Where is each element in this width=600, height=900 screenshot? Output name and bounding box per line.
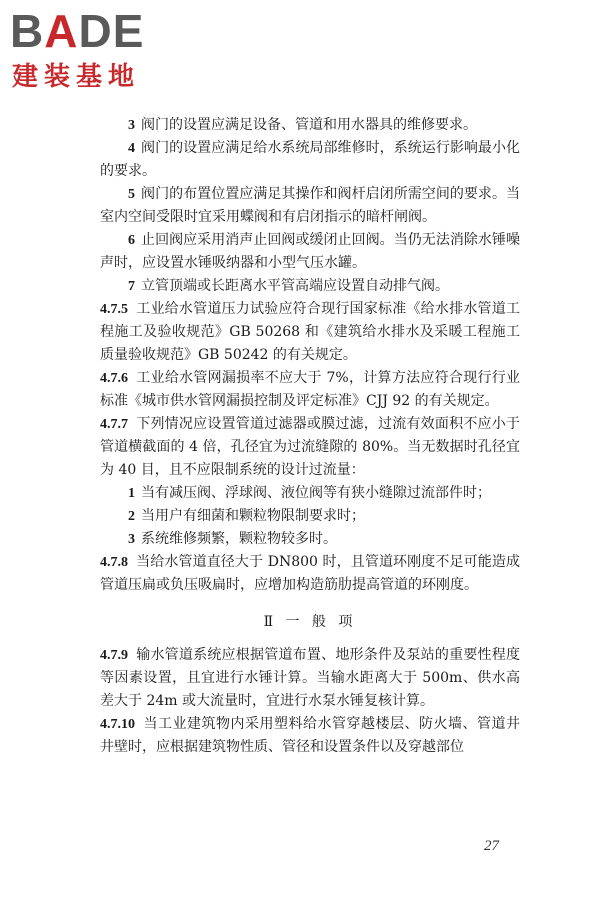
list-item: 3 系统维修频繁，颗粒物较多时。 xyxy=(128,531,337,547)
clause-item-4: 4 阀门的设置应满足给水系统局部维修时，系统运行影响最小化的要求。 xyxy=(100,140,520,179)
clause-item-5: 5 阀门的布置位置应满足其操作和阀杆启闭所需空间的要求。当室内空间受限时宜采用蝶阀和有启闭指示的暗杆闸阀。 xyxy=(100,186,520,225)
clause-item-3: 3 阀门的设置应满足设备、管道和用水器具的维修要求。 xyxy=(128,117,477,133)
section-4-7-7: 4.7.7 下列情况应设置管道过滤器或膜过滤，过流有效面积不应小于管道横截面的 4 倍，孔径宜为过流缝隙的 80%。当无数据时孔径宜为 40 目，且不应限制系统的设计过流量： xyxy=(100,416,520,478)
clause-item-7: 7 立管顶端或长距离水平管高端应设置自动排气阀。 xyxy=(128,278,449,294)
section-4-7-6: 4.7.6 工业给水管网漏损率不应大于 7%，计算方法应符合现行行业标准《城市供水管网漏损控制及评定标准》CJJ 92 的有关规定。 xyxy=(100,370,520,409)
logo-subtitle: 建装基地 xyxy=(12,62,141,92)
section-heading: Ⅱ 一 般 项 xyxy=(263,614,357,630)
section-4-7-8: 4.7.8 当给水管道直径大于 DN800 时，且管道环刚度不足可能造成管道压扁或负压吸扁时，应增加构造筋肋提高管道的环刚度。 xyxy=(100,554,520,593)
section-4-7-10: 4.7.10 当工业建筑物内采用塑料给水管穿越楼层、防火墙、管道井井壁时，应根据建筑物性质、管径和设置条件以及穿越部位 xyxy=(100,716,520,755)
section-4-7-5: 4.7.5 工业给水管道压力试验应符合现行国家标准《给水排水管道工程施工及验收规范》GB 50268 和《建筑给水排水及采暖工程施工质量验收规范》GB 50242 的有关规定。 xyxy=(100,301,520,363)
list-item: 1 当有减压阀、浮球阀、液位阀等有狭小缝隙过流部件时； xyxy=(128,485,491,501)
clause-item-6: 6 止回阀应采用消声止回阀或缓闭止回阀。当仍无法消除水锤噪声时，应设置水锤吸纳器和小型气压水罐。 xyxy=(100,232,520,271)
logo-brand: BADE xyxy=(10,5,145,57)
page-number: 27 xyxy=(484,838,499,854)
logo xyxy=(10,6,170,96)
document-body xyxy=(100,114,520,759)
section-4-7-9: 4.7.9 输水管道系统应根据管道布置、地形条件及泵站的重要性程度等因素设置，且宜进行水锤计算。当输水距离大于 500m、供水高差大于 24m 或大流量时，宜进行水泵水锤复核计算。 xyxy=(100,647,520,709)
logo-accent-letter: A xyxy=(44,5,79,57)
list-item: 2 当用户有细菌和颗粒物限制要求时； xyxy=(128,508,365,524)
